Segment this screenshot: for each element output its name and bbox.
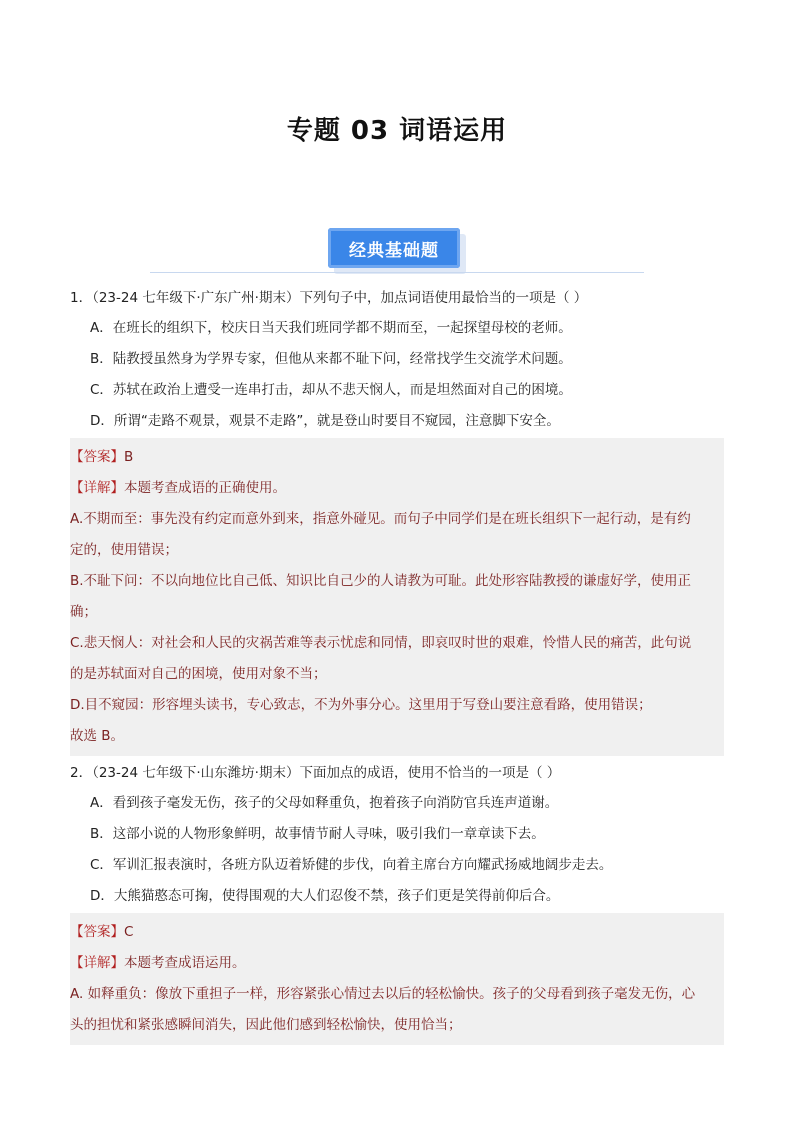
section-badge: [328, 228, 468, 276]
explanation-line: A. 如释重负：像放下重担子一样，形容紧张心情过去以后的轻松愉快。孩子的父母看到孩子毫发无伤，心: [70, 986, 696, 1002]
page-title: 专题 03 词语运用: [286, 116, 508, 146]
detail-label: 【详解】: [70, 480, 124, 496]
section-divider: [150, 272, 644, 273]
option-d: D．大熊猫憨态可掬，使得围观的大人们忍俊不禁，孩子们更是笑得前仰后合。: [90, 888, 560, 904]
option-b: B．陆教授虽然身为学界专家，但他从来都不耻下问，经常找学生交流学术问题。: [90, 351, 572, 367]
option-c: C．苏轼在政治上遭受一连串打击，却从不悲天悯人，而是坦然面对自己的困境。: [90, 382, 572, 398]
explanation-line: C.悲天悯人：对社会和人民的灾祸苦难等表示忧虑和同情，即哀叹时世的艰难，怜惜人民的痛苦，此句说: [70, 635, 692, 651]
detail-line: [70, 948, 724, 979]
option-a: A．在班长的组织下，校庆日当天我们班同学都不期而至，一起探望母校的老师。: [90, 320, 572, 336]
answer-line: [70, 917, 724, 948]
explanation-line: 确；: [70, 604, 97, 620]
option-c: C．军训汇报表演时，各班方队迈着矫健的步伐，向着主席台方向耀武扬威地阔步走去。: [90, 857, 613, 873]
explanation-line: A.不期而至：事先没有约定而意外到来，指意外碰见。而句子中同学们是在班长组织下一起行动，是有约: [70, 511, 691, 527]
option-a: A．看到孩子毫发无伤，孩子的父母如释重负，抱着孩子向消防官兵连声道谢。: [90, 795, 559, 811]
option-d: D．所谓“走路不观景，观景不走路”，就是登山时要目不窥园，注意脚下安全。: [90, 413, 560, 429]
explanation-line: 定的，使用错误；: [70, 542, 178, 558]
question-list: [70, 287, 724, 1045]
detail-line: [70, 473, 724, 504]
option-b: B．这部小说的人物形象鲜明，故事情节耐人寻味，吸引我们一章章读下去。: [90, 826, 545, 842]
detail-text: 本题考查成语的正确使用。: [124, 480, 286, 496]
answer-block: [70, 913, 724, 1045]
detail-text: 本题考查成语运用。: [124, 955, 246, 971]
explanation-line: D.目不窥园：形容埋头读书，专心致志，不为外事分心。这里用于写登山要注意看路，使用错误；: [70, 697, 652, 713]
answer-label: 【答案】: [70, 924, 124, 940]
answer-block: [70, 438, 724, 756]
explanation-line: 故选 B。: [70, 728, 125, 744]
question-stem: 1．（23-24 七年级下·广东广州·期末）下列句子中，加点词语使用最恰当的一项是（ ）: [70, 290, 588, 306]
answer-value: B: [124, 449, 134, 465]
detail-label: 【详解】: [70, 955, 124, 971]
answer-value: C: [124, 924, 134, 940]
explanation-line: 头的担忧和紧张感瞬间消失，因此他们感到轻松愉快，使用恰当；: [70, 1017, 462, 1033]
section-badge-label: 经典基础题: [328, 228, 460, 268]
question-stem: 2．（23-24 七年级下·山东潍坊·期末）下面加点的成语，使用不恰当的一项是（ ）: [70, 765, 561, 781]
explanation-line: 的是苏轼面对自己的困境，使用对象不当；: [70, 666, 327, 682]
answer-label: 【答案】: [70, 449, 124, 465]
answer-line: [70, 442, 724, 473]
explanation-line: B.不耻下问：不以向地位比自己低、知识比自己少的人请教为可耻。此处形容陆教授的谦虚好学，使用正: [70, 573, 692, 589]
